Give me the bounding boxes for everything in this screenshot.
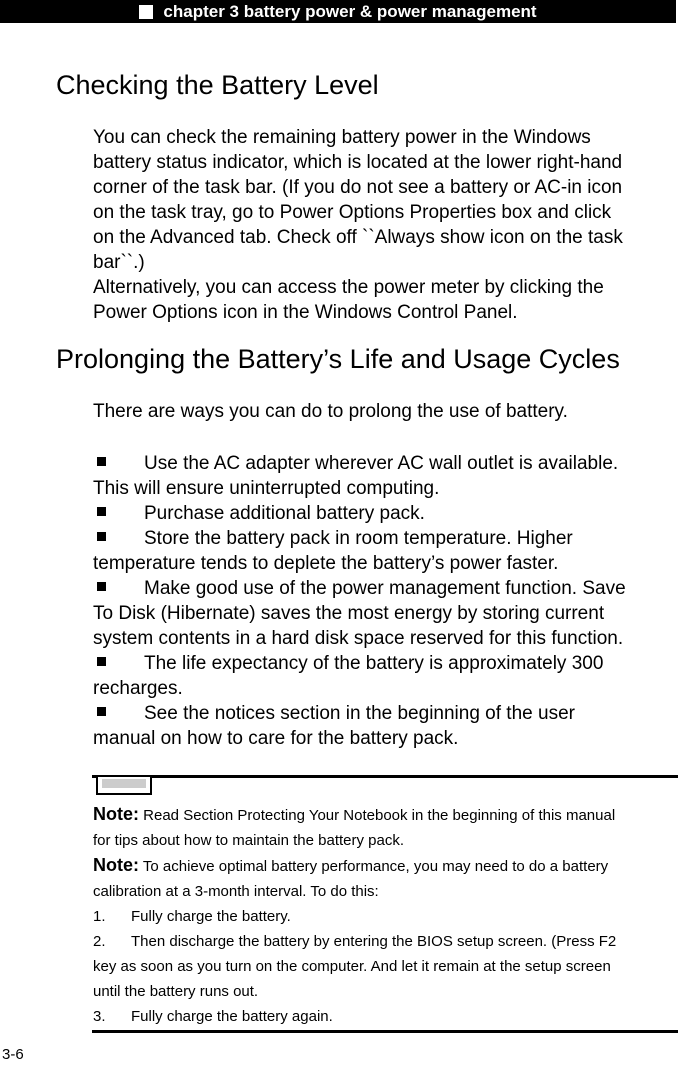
note-tab-icon	[96, 777, 152, 795]
note-bottom-divider	[92, 1030, 678, 1033]
page-number: 3-6	[2, 1046, 24, 1063]
square-bullet-icon	[97, 707, 106, 716]
square-bullet-icon	[97, 532, 106, 541]
section-heading-prolonging-battery: Prolonging the Battery’s Life and Usage Cycles	[56, 344, 620, 374]
calibration-step: 2. Then discharge the battery by entering the BIOS setup screen. (Press F2	[93, 933, 617, 950]
note-label: Note:	[93, 855, 139, 875]
paragraph-line: corner of the task bar. (If you do not see a battery or AC-in icon	[93, 177, 623, 198]
list-item: Purchase additional battery pack.	[93, 501, 678, 526]
chapter-header-bar	[0, 0, 676, 23]
chapter-title: chapter 3 battery power & power management	[163, 1, 537, 21]
paragraph-line: on the Advanced tab. Check off ``Always show icon on the task	[93, 227, 623, 248]
paragraph-line: Power Options icon in the Windows Control Panel.	[93, 302, 518, 323]
note-2: Note: To achieve optimal battery performance, you may need to do a battery	[93, 855, 609, 875]
calibration-step: 3. Fully charge the battery again.	[93, 1008, 333, 1025]
note-box: Note: Read Section Protecting Your Notebook in the beginning of this manual for tips about how to maintain the battery pack. Note: To achieve optimal battery performance, you may need to do a battery calibration at a 3-month interval. To do this: 1. Fully charge the battery. 2. Then discharge the battery by entering the BIOS setup screen. (Press F2 key as soon as you turn on the computer. And let it remain at the setup screen until the battery runs out. 3. Fully charge the battery again.	[93, 802, 678, 1029]
square-bullet-icon	[97, 457, 106, 466]
calibration-step: 1. Fully charge the battery.	[93, 908, 291, 925]
note-top-divider	[92, 775, 678, 778]
square-bullet-icon	[97, 507, 106, 516]
square-bullet-icon	[97, 657, 106, 666]
list-item: Store the battery pack in room temperature. Higher temperature tends to deplete the battery’s power faster.	[93, 528, 573, 574]
section-heading-battery-level: Checking the Battery Level	[56, 70, 379, 100]
paragraph-line: Alternatively, you can access the power meter by clicking the	[93, 277, 604, 298]
note-label: Note:	[93, 804, 139, 824]
square-bullet-icon	[139, 5, 153, 19]
square-bullet-icon	[97, 582, 106, 591]
paragraph-line: bar``.)	[93, 252, 145, 273]
prolong-intro: There are ways you can do to prolong the use of battery.	[93, 401, 568, 422]
battery-tips-list	[93, 451, 678, 751]
paragraph-line: You can check the remaining battery power in the Windows	[93, 127, 591, 148]
paragraph-line: battery status indicator, which is located at the lower right-hand	[93, 152, 623, 173]
list-item: The life expectancy of the battery is approximately 300 recharges.	[93, 653, 604, 699]
note-1-cont: for tips about how to maintain the battery pack.	[93, 832, 405, 849]
note-1: Note: Read Section Protecting Your Notebook in the beginning of this manual	[93, 804, 616, 824]
list-item: Use the AC adapter wherever AC wall outlet is available. This will ensure uninterrupted computing.	[93, 453, 619, 499]
list-item: See the notices section in the beginning of the user manual on how to care for the battery pack.	[93, 703, 575, 749]
battery-level-paragraph	[93, 125, 678, 325]
note-2-cont: calibration at a 3-month interval. To do this:	[93, 883, 379, 900]
paragraph-line: on the task tray, go to Power Options Properties box and click	[93, 202, 612, 223]
list-item: Make good use of the power management function. Save To Disk (Hibernate) saves the most energy by storing current system contents in a hard disk space reserved for this function.	[93, 578, 626, 649]
